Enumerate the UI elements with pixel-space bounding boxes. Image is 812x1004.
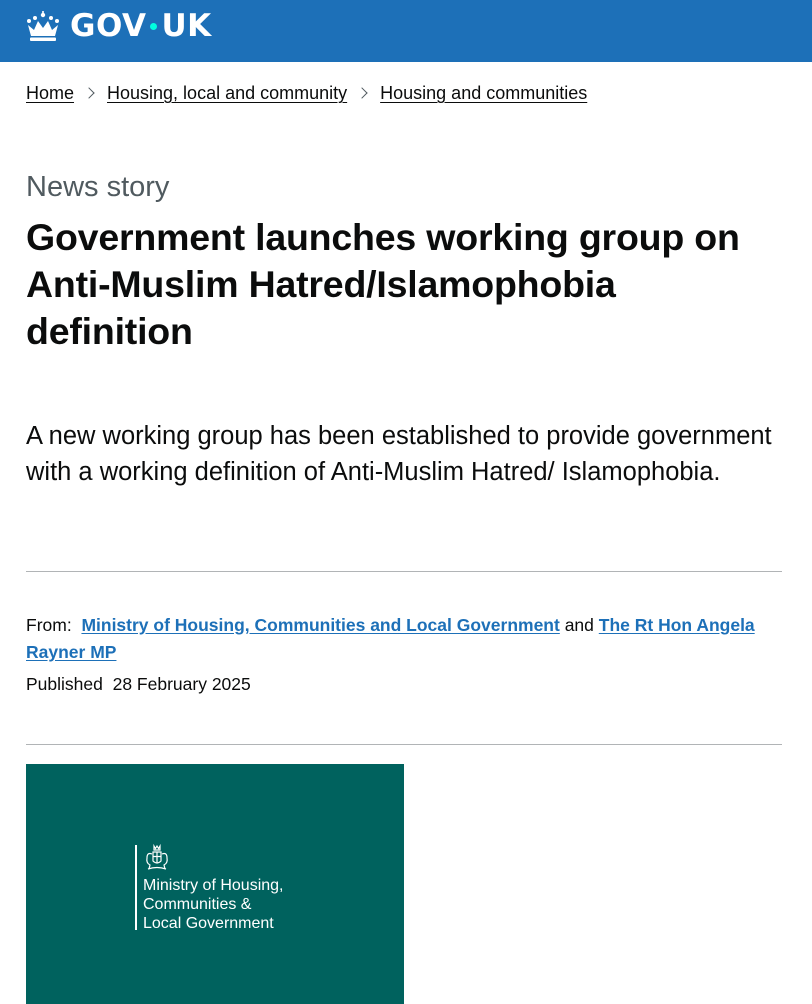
section-divider [26, 744, 782, 745]
chevron-right-icon [83, 87, 94, 98]
govuk-header [0, 0, 812, 62]
published-label: Published [26, 674, 103, 694]
breadcrumb [26, 80, 587, 106]
published-date: 28 February 2025 [112, 674, 251, 694]
logo-org-line: Communities & [143, 896, 252, 913]
logo-org-line: Local Government [143, 915, 274, 932]
logo-divider-bar [135, 845, 137, 930]
section-divider [26, 571, 782, 572]
royal-coat-of-arms-icon [141, 844, 173, 872]
govuk-logo-link[interactable] [24, 6, 212, 46]
metadata-from [26, 612, 786, 666]
logo-text-gov: GOV [70, 8, 147, 44]
person-link[interactable]: The Rt Hon Angela Rayner MP [26, 615, 755, 662]
metadata-published [26, 671, 251, 697]
and-text: and [564, 615, 594, 635]
from-label: From: [26, 615, 72, 635]
govuk-logo-text [70, 6, 212, 46]
lead-image [26, 764, 404, 1004]
page-title: Government launches working group on Anti-Muslim Hatred/Islamophobia definition [26, 216, 740, 352]
breadcrumb-housing-communities[interactable]: Housing and communities [380, 82, 588, 103]
logo-org-line: Ministry of Housing, [143, 877, 284, 894]
breadcrumb-housing-local-community[interactable]: Housing, local and community [107, 82, 348, 103]
crown-icon [24, 9, 62, 43]
breadcrumb-home[interactable]: Home [26, 82, 75, 103]
lead-paragraph: A new working group has been established to provide government with a working definition of Anti-Muslim Hatred/ Islamophobia. [26, 422, 772, 486]
logo-dot [150, 23, 157, 30]
logo-org-name [143, 876, 393, 933]
logo-text-uk: UK [161, 8, 212, 44]
chevron-right-icon [356, 87, 367, 98]
page-caption: News story [26, 171, 170, 203]
org-link[interactable]: Ministry of Housing, Communities and Local Government [81, 615, 560, 635]
